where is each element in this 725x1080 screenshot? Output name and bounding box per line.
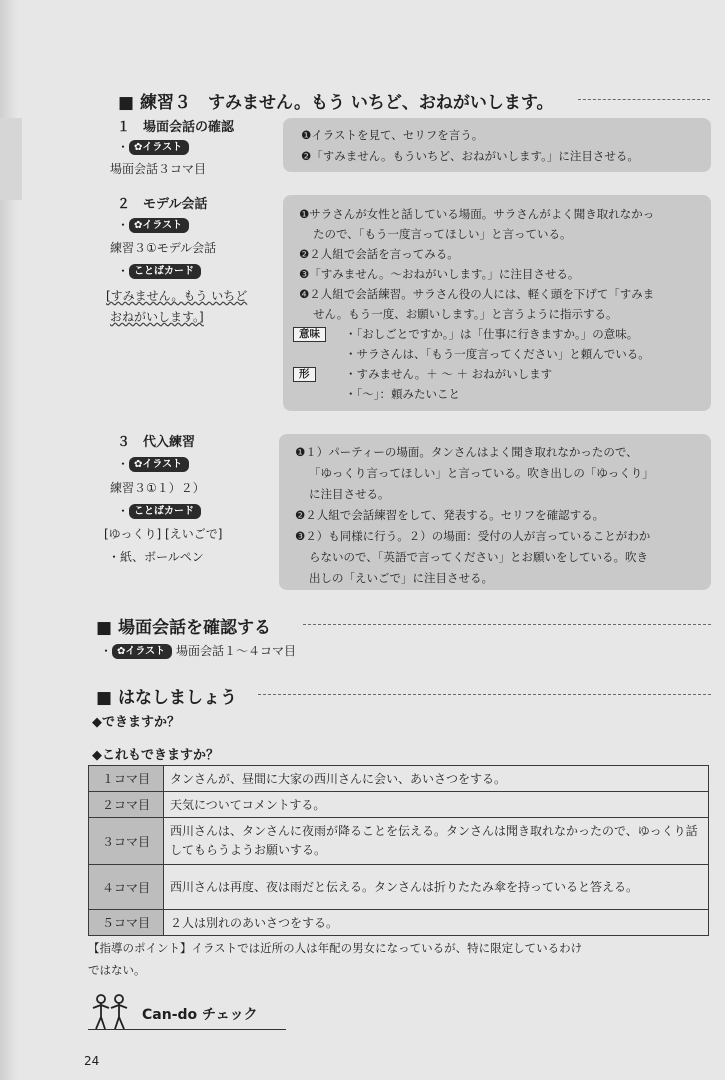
table-row xyxy=(89,818,709,865)
row-text: 西川さんは再度、夜は雨だと伝える。タンさんは折りたたみ傘を持っていると答える。 xyxy=(164,865,709,910)
scene-table xyxy=(88,765,709,936)
item-2-title: ２ モデル会話 xyxy=(117,197,208,212)
row-text: 西川さんは、タンさんに夜雨が降ることを伝える。タンさんは聞き取れなかったので、ゆっくり話してもらうようお願いする。 xyxy=(164,818,709,865)
heading-dashline xyxy=(578,99,710,100)
table-row xyxy=(89,910,709,936)
row-label: ３コマ目 xyxy=(89,818,164,865)
box-line: ❷２人組で会話練習をして、発表する。セリフを確認する。 xyxy=(295,508,605,522)
section2-illust: ・ ✿イラスト 場面会話１～４コマ目 xyxy=(100,644,296,658)
illust-badge: ✿イラスト xyxy=(112,644,172,659)
section-heading-hanashimashou: ■ はなしましょう xyxy=(96,688,237,708)
item-3-note1: 練習３①１）２） xyxy=(110,481,205,495)
box-line: ❷２人組で会話を言ってみる。 xyxy=(299,247,459,261)
item-1-note: 場面会話３コマ目 xyxy=(110,162,207,176)
item-1-title: １ 場面会話の確認 xyxy=(117,120,235,135)
box-line: ・「～」：頼みたいこと xyxy=(345,387,460,401)
imi-tag-line xyxy=(293,326,326,342)
box-line: ・「おしごとですか。」は「仕事に行きますか。」の意味。 xyxy=(345,327,639,341)
item-1-box xyxy=(283,118,711,172)
section-heading-bamen: ■ 場面会話を確認する xyxy=(96,618,271,638)
box-line: らないので、「英語で言ってください」とお願いをしている。吹き xyxy=(309,550,649,564)
row-label: ５コマ目 xyxy=(89,910,164,936)
box-line: ❸２）も同様に行う。２）の場面：受付の人が言っていることがわか xyxy=(295,529,651,543)
box-line: ❶１）パーティーの場面。タンさんはよく聞き取れなかったので、 xyxy=(295,445,638,459)
box-line: ❶イラストを見て、セリフを言う。 xyxy=(301,128,484,142)
row-label: １コマ目 xyxy=(89,766,164,792)
row-text: ２人は別れのあいさつをする。 xyxy=(164,910,709,936)
row-label: ２コマ目 xyxy=(89,792,164,818)
item-3-box xyxy=(279,434,711,590)
heading-dashline xyxy=(303,624,711,625)
box-line: たので、「もう一度言ってほしい」と言っている。 xyxy=(313,227,572,241)
box-line: せん。もう一度、お願いします。」と言うように指示する。 xyxy=(313,307,618,321)
box-line: ・サラさんは、「もう一度言ってください」と頼んでいる。 xyxy=(345,347,650,361)
cando-underline xyxy=(88,1029,286,1030)
row-text: タンさんが、昼間に大家の西川さんに会い、あいさつをする。 xyxy=(164,766,709,792)
teaching-point-line2: ではない。 xyxy=(88,963,146,977)
box-line: に注目させる。 xyxy=(309,487,390,501)
box-line: ❷「すみません。もういちど、おねがいします。」に注目させる。 xyxy=(301,149,639,163)
page-tab-mark xyxy=(0,118,22,200)
page-number: 24 xyxy=(84,1054,100,1068)
illust-badge: ✿イラスト xyxy=(129,140,189,155)
box-line: ・すみません。＋ ～ ＋ おねがいします xyxy=(345,367,553,381)
question-koremo: ◆これもできますか？ xyxy=(92,748,219,763)
box-line: ❹２人組で会話練習。サラさん役の人には、軽く頭を下げて「すみま xyxy=(299,287,655,301)
item-2-note2b: おねがいします。] xyxy=(110,310,204,324)
box-line: ❶サラさんが女性と話している場面。サラさんがよく聞き取れなかっ xyxy=(299,207,655,221)
item-2-note1: 練習３①モデル会話 xyxy=(110,241,217,255)
people-icon xyxy=(90,993,130,1031)
item-2-note2a: [すみません。もう いちど xyxy=(106,289,248,303)
illust-badge: ✿イラスト xyxy=(129,457,189,472)
item-1-illust: ・ ✿イラスト xyxy=(117,138,189,155)
question-dekimasuka: ◆できますか？ xyxy=(92,715,180,730)
item-3-title: ３ 代入練習 xyxy=(117,435,196,450)
word-card-badge: ことばカード xyxy=(129,504,201,519)
illust-badge: ✿イラスト xyxy=(129,218,189,233)
table-row xyxy=(89,865,709,910)
box-line: ❸「すみません。～おねがいします。」に注目させる。 xyxy=(299,267,580,281)
item-3-illust: ・ ✿イラスト xyxy=(117,455,189,472)
row-text: 天気についてコメントする。 xyxy=(164,792,709,818)
row-label: ４コマ目 xyxy=(89,865,164,910)
katachi-tag: 形 xyxy=(293,367,316,382)
item-3-note3: ・紙、ボールペン xyxy=(108,550,204,564)
item-2-card: ・ ことばカード xyxy=(117,262,201,279)
heading-dashline xyxy=(258,694,711,695)
item-2-illust: ・ ✿イラスト xyxy=(117,216,189,233)
word-card-badge: ことばカード xyxy=(129,264,201,279)
section-heading-renshu3: ■ 練習３ すみません。もう いちど、おねがいします。 xyxy=(118,93,554,113)
item-3-note2: [ゆっくり] [えいごで] xyxy=(104,527,223,541)
box-line: 出しの「えいごで」に注目させる。 xyxy=(309,571,493,585)
imi-tag: 意味 xyxy=(293,327,326,342)
teaching-point-line1: 【指導のポイント】イラストでは近所の人は年配の男女になっているが、特に限定しているわけ xyxy=(88,941,583,955)
item-2-box xyxy=(283,195,711,411)
table-row xyxy=(89,766,709,792)
katachi-tag-line xyxy=(293,366,316,382)
box-line: 「ゆっくり言ってほしい」と言っている。吹き出しの「ゆっくり」 xyxy=(309,466,654,480)
item-3-card: ・ ことばカード xyxy=(117,502,201,519)
cando-title: Can-do チェック xyxy=(142,1007,258,1023)
table-row xyxy=(89,792,709,818)
